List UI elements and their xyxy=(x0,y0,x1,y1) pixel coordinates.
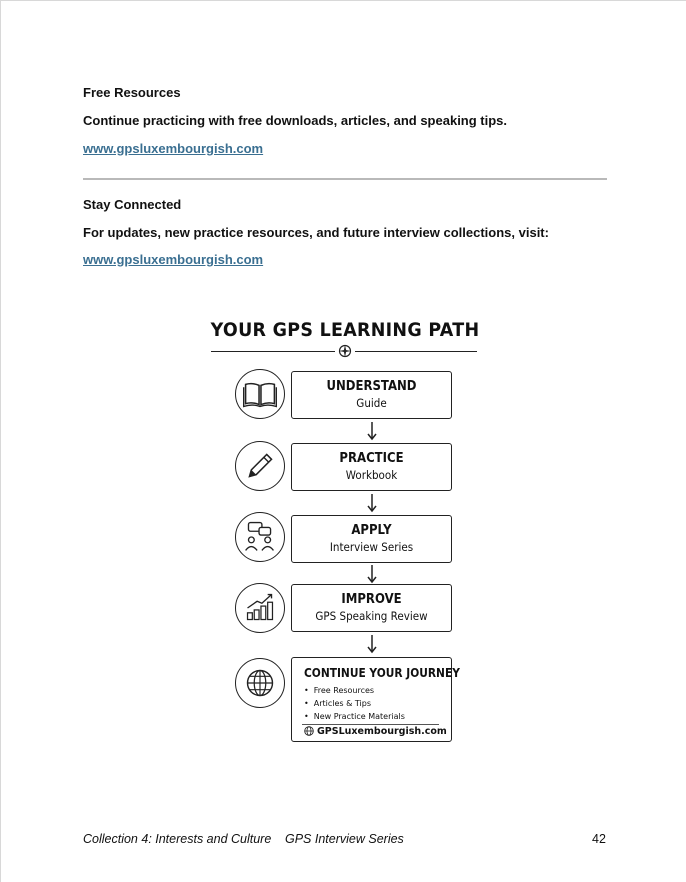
list-item: • New Practice Materials xyxy=(304,710,405,723)
journey-divider xyxy=(302,724,439,725)
pencil-icon xyxy=(235,441,285,491)
arrow-down-icon xyxy=(366,564,378,584)
footer-collection: Collection 4: Interests and Culture xyxy=(83,832,272,846)
step-subtitle: Guide xyxy=(356,396,387,410)
small-globe-icon xyxy=(304,726,314,736)
globe-icon xyxy=(235,658,285,708)
step-subtitle: Interview Series xyxy=(329,540,414,554)
stay-connected-link[interactable]: www.gpsluxembourgish.com xyxy=(83,252,264,267)
step-improve xyxy=(291,584,452,632)
list-item: • Articles & Tips xyxy=(304,697,405,710)
journey-website-text: GPSLuxembourgish.com xyxy=(317,726,447,737)
journey-website xyxy=(304,726,447,737)
section-divider xyxy=(83,178,607,180)
step-practice xyxy=(291,443,452,491)
infographic-title: YOUR GPS LEARNING PATH xyxy=(210,319,480,341)
step-apply xyxy=(291,515,452,563)
list-item: • Free Resources xyxy=(304,684,405,697)
title-rule-left xyxy=(211,351,335,352)
step-subtitle: GPS Speaking Review xyxy=(315,609,428,623)
step-title: APPLY xyxy=(351,523,392,538)
free-resources-body: Continue practicing with free downloads, articles, and speaking tips. xyxy=(83,113,508,128)
arrow-down-icon xyxy=(366,634,378,654)
step-title: IMPROVE xyxy=(341,592,402,607)
learning-path-infographic xyxy=(195,307,495,761)
free-resources-link[interactable]: www.gpsluxembourgish.com xyxy=(83,141,264,156)
title-rule-right xyxy=(355,351,477,352)
journey-list xyxy=(304,684,405,723)
arrow-down-icon xyxy=(366,421,378,441)
step-understand xyxy=(291,371,452,419)
step-subtitle: Workbook xyxy=(345,468,398,482)
free-resources-heading: Free Resources xyxy=(83,85,181,100)
growth-chart-icon xyxy=(235,583,285,633)
step-title: UNDERSTAND xyxy=(326,379,417,394)
page-number: 42 xyxy=(592,832,606,846)
footer-series: GPS Interview Series xyxy=(285,832,404,846)
arrow-down-icon xyxy=(366,493,378,513)
compass-icon xyxy=(338,344,352,358)
stay-connected-body: For updates, new practice resources, and future interview collections, visit: xyxy=(83,225,549,240)
book-icon xyxy=(235,369,285,419)
continue-journey-title: CONTINUE YOUR JOURNEY xyxy=(304,665,460,680)
stay-connected-heading: Stay Connected xyxy=(83,197,182,212)
continue-journey-box xyxy=(291,657,460,742)
step-title: PRACTICE xyxy=(339,451,404,466)
conversation-icon xyxy=(235,512,285,562)
